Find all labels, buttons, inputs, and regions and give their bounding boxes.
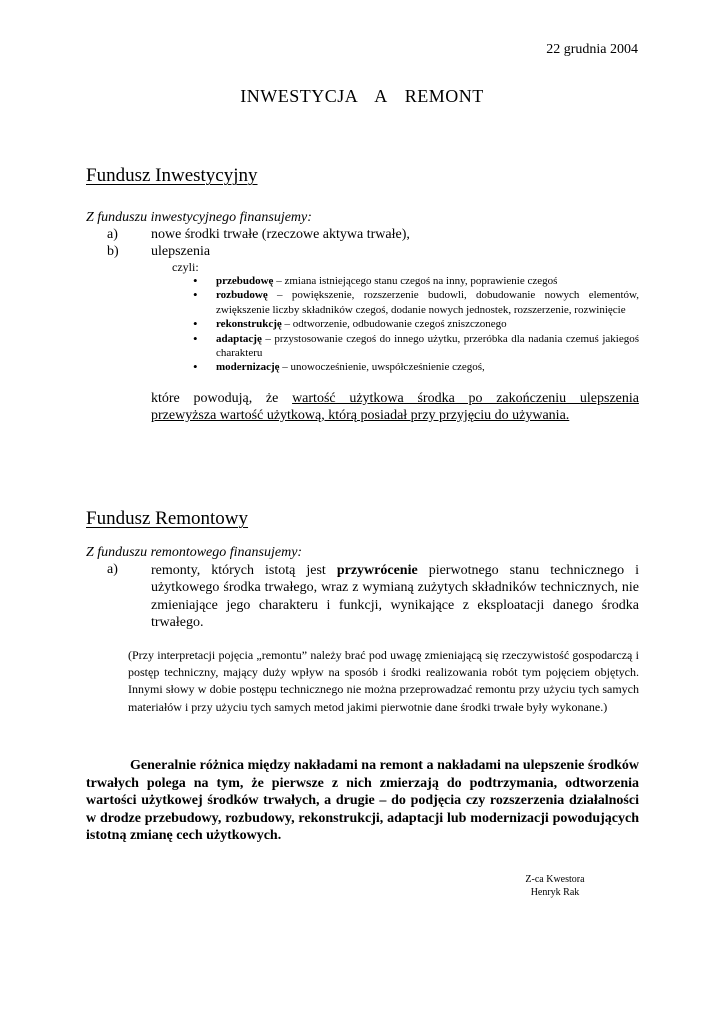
summary-paragraph: Generalnie różnica między nakładami na remont a nakładami na ulepszenie środków trwałych polega na tym, że pierwsze z nich zmierzają do podtrzymania, odtworzenia wartości użytkowej środków trwałych, a drugie – do podjęcia czy rozszerzenia działalności w drodze przebudowy, rozbudowy, rekonstrukcji, adaptacji lub modernizacji powodujących istotną zmianę cech użytkowych. <box>86 758 639 844</box>
investment-intro: Z funduszu inwestycyjnego finansujemy: <box>86 210 312 225</box>
signature-role: Z-ca Kwestora <box>525 874 585 885</box>
improvement-types-list <box>193 274 639 375</box>
bullet-desc: – powiększenie, rozszerzenie budowli, dobudowanie nowych elementów, zwiększenie liczby składników czegoś, dodanie nowych jednostek, rozszerzenie, rozwinięcie <box>216 289 639 316</box>
investment-item-b-text: ulepszenia <box>151 244 211 259</box>
bullet-term: rekonstrukcję <box>216 318 282 331</box>
repair-text-pre: remonty, których istotą jest <box>151 563 337 578</box>
bullet-desc: – unowocześnienie, uwspółcześnienie czegoś, <box>279 361 485 374</box>
investment-item-a-marker: a) <box>107 227 118 242</box>
repair-item-a-marker: a) <box>107 562 118 577</box>
improvement-effect-line1 <box>151 390 639 407</box>
bullet-desc: – zmiana istniejącego stanu czegoś na inny, poprawienie czegoś <box>273 275 558 287</box>
bullet-desc: – przystosowanie czegoś do innego użytku, przeróbka dla nadania czemuś jakiegoś charakteru <box>216 332 639 360</box>
list-item <box>193 360 639 374</box>
repair-text-bold: przywrócenie <box>336 563 418 578</box>
effect-underlined-text: wartość użytkowa środka po zakończeniu ulepszenia <box>292 391 639 406</box>
czyli-label: czyli: <box>172 260 199 274</box>
repair-interpretation-note: (Przy interpretacji pojęcia „remontu” należy brać pod uwagę zmieniającą się rzeczywistość gospodarczą i postęp techniczny, mający duży wpływ na sposób i środki realizowania robót tym pojęciem objętych. Innymi słowy w dobie postępu technicznego nie można przeprowadzać remontu przy użyciu tych samych materiałów i przy użyciu tych samych metod jakimi pierwotnie dane środki trwałe były wykonane.) <box>128 648 639 714</box>
signature-name: Henryk Rak <box>530 887 580 898</box>
effect-plain-text: które powodują, że <box>151 391 293 406</box>
list-item <box>193 288 639 317</box>
list-item <box>193 332 639 361</box>
document-date: 22 grudnia 2004 <box>546 42 638 57</box>
improvement-effect-line2: przewyższa wartość użytkową, którą posiadał przy przyjęciu do używania. <box>151 408 570 423</box>
repair-item-a-text <box>151 562 639 632</box>
document-title: INWESTYCJA A REMONT <box>240 86 484 106</box>
bullet-term: rozbudowę <box>216 289 268 302</box>
bullet-term: adaptację <box>216 332 262 345</box>
investment-item-b-marker: b) <box>107 244 119 259</box>
repair-intro: Z funduszu remontowego finansujemy: <box>86 545 303 560</box>
bullet-term: modernizację <box>216 361 280 374</box>
investment-fund-heading: Fundusz Inwestycyjny <box>86 165 258 186</box>
list-item <box>193 317 639 331</box>
bullet-term: przebudowę <box>216 275 274 287</box>
repair-text-post: pierwotnego stanu technicznego i użytkowego środka trwałego, wraz z wymianą zużytych składników technicznych, nie zmieniające jego charakteru i funkcji, wynikające z eksploatacji danego środka trwałego. <box>151 563 639 631</box>
bullet-desc: – odtworzenie, odbudowanie czegoś zniszczonego <box>281 318 507 331</box>
list-item <box>193 274 639 288</box>
repair-fund-heading: Fundusz Remontowy <box>86 508 249 529</box>
investment-item-a-text: nowe środki trwałe (rzeczowe aktywa trwałe), <box>151 227 410 242</box>
